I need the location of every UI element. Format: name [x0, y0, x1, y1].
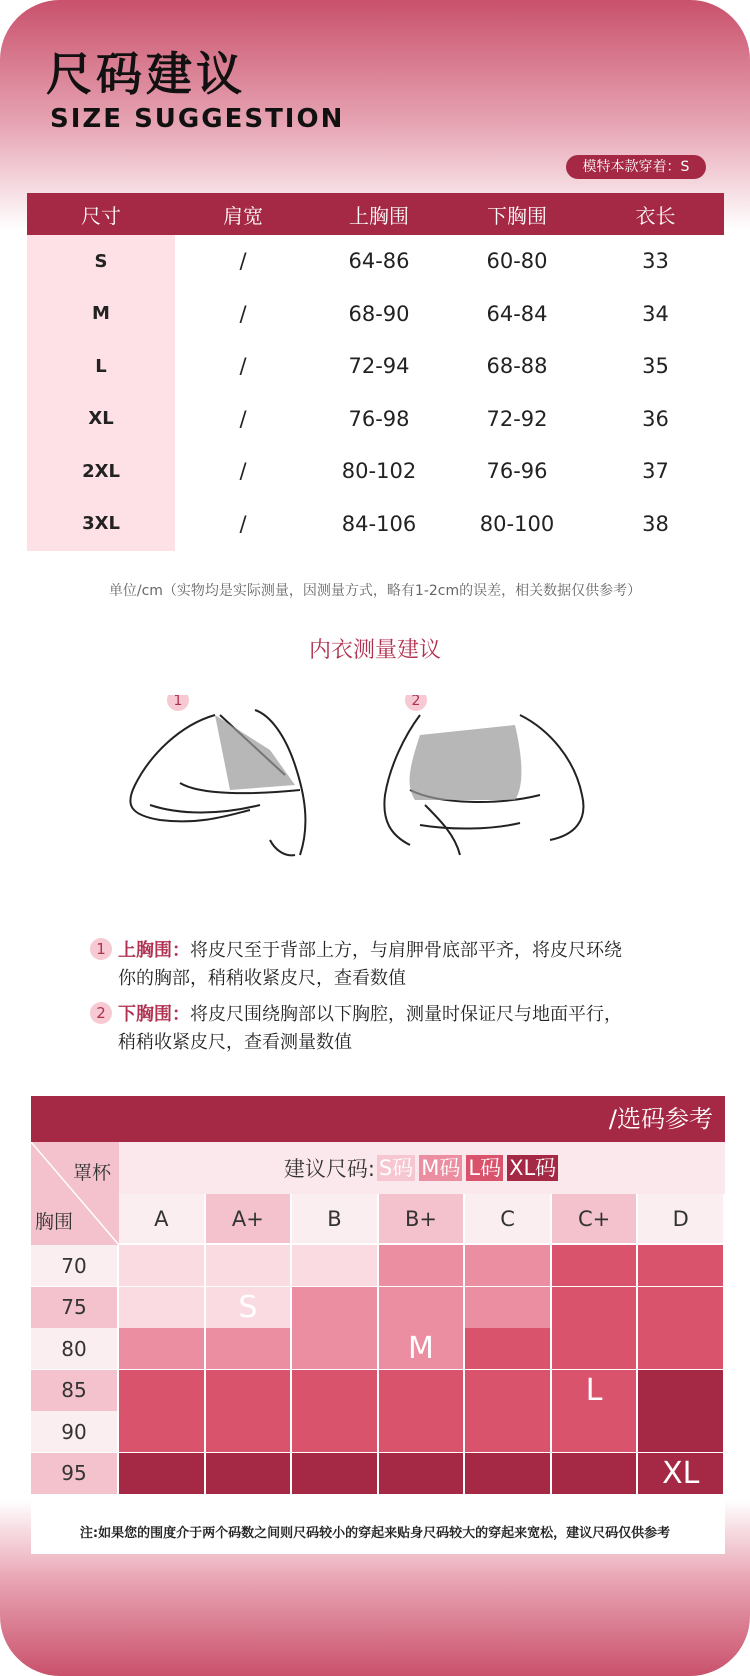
footer-note: 注:如果您的围度介于两个码数之间则尺码较小的穿起来贴身尺码较大的穿起来宽松，建议尺码仅供参考 [79, 1526, 671, 1541]
measure-title: 内衣测量建议 [308, 638, 441, 663]
cup-cell: M [379, 1328, 464, 1369]
cup-cell [638, 1370, 723, 1411]
size-table-header [27, 193, 724, 235]
cup-cell [292, 1328, 377, 1369]
column-header: 肩宽 [223, 203, 263, 228]
band-axis-label: 胸围 [35, 1211, 74, 1233]
cup-cell [206, 1411, 291, 1452]
cup-header: A [119, 1194, 204, 1243]
size-value: / [239, 459, 247, 484]
cup-cell [119, 1287, 204, 1328]
cup-header: D [638, 1194, 723, 1243]
cup-axis-label: 罩杯 [72, 1162, 111, 1184]
size-value: 60-80 [486, 249, 548, 274]
cup-cell [119, 1453, 204, 1494]
legend-chips [375, 1155, 560, 1181]
cup-cell [206, 1245, 291, 1286]
size-value: / [239, 249, 247, 274]
size-table-row [27, 498, 724, 551]
cup-cell [638, 1287, 723, 1328]
cup-cell [206, 1370, 291, 1411]
size-table-row [27, 235, 724, 288]
size-table-row [27, 288, 724, 341]
cup-corner [31, 1142, 119, 1245]
size-value: 72-94 [348, 354, 410, 379]
size-table-body [27, 235, 724, 550]
cup-header: A+ [206, 1194, 291, 1243]
cup-cell [119, 1370, 204, 1411]
band-label: 90 [31, 1411, 117, 1452]
cup-header: C [465, 1194, 550, 1243]
figure-1-bra [215, 715, 295, 790]
cup-cell [465, 1287, 550, 1328]
size-value: 76-96 [486, 459, 548, 484]
cup-cell [292, 1370, 377, 1411]
instruction-text: 稍稍收紧皮尺，查看测量数值 [118, 1032, 352, 1053]
instruction-2 [90, 1001, 622, 1057]
cup-cell [552, 1411, 637, 1452]
size-value: 76-98 [348, 406, 410, 431]
band-label: 85 [31, 1370, 117, 1411]
cup-cell: XL [638, 1453, 723, 1494]
cup-header: C+ [552, 1194, 637, 1243]
instruction-text: 将皮尺围绕胸部以下胸腔，测量时保证尺与地面平行， [190, 1004, 622, 1025]
cup-cell [552, 1287, 637, 1328]
size-value: 80-102 [341, 459, 417, 484]
band-label: 70 [31, 1245, 117, 1286]
size-value: / [239, 511, 247, 536]
size-value: 36 [642, 406, 669, 431]
legend-chip: XL码 [509, 1156, 557, 1180]
cup-size-chart [31, 1096, 725, 1554]
cup-cell [119, 1328, 204, 1369]
cup-cell [465, 1370, 550, 1411]
band-label: 95 [31, 1453, 117, 1494]
size-value: 68-88 [486, 354, 548, 379]
cup-cell [465, 1328, 550, 1369]
cup-cell [552, 1245, 637, 1286]
cup-cell [292, 1411, 377, 1452]
legend-label: 建议尺码: [283, 1157, 375, 1181]
size-label: S [94, 250, 108, 272]
cup-grid [31, 1142, 725, 1554]
size-label: L [95, 355, 107, 377]
size-value: / [239, 301, 247, 326]
size-value: 72-92 [486, 406, 548, 431]
cup-cell [292, 1453, 377, 1494]
figure-2-bra [410, 725, 522, 800]
size-value: 84-106 [341, 511, 417, 536]
size-label: 2XL [82, 460, 120, 482]
unit-note: 单位/cm（实物均是实际测量，因测量方式，略有1-2cm的误差，相关数据仅供参考） [108, 583, 642, 599]
instruction-text: 将皮尺至于背部上方，与肩胛骨底部平齐，将皮尺环绕 [190, 940, 622, 961]
step1-number: 1 [173, 695, 183, 709]
column-header: 尺寸 [81, 203, 121, 228]
cup-cell [638, 1328, 723, 1369]
instruction-label: 下胸围： [118, 1004, 190, 1025]
cup-cell [552, 1453, 637, 1494]
instruction-number: 2 [90, 1002, 112, 1024]
cup-cell [119, 1245, 204, 1286]
suggested-size-legend [119, 1142, 725, 1194]
page-subtitle: SIZE SUGGESTION [50, 104, 345, 134]
cup-cell: L [552, 1370, 637, 1411]
model-size-badge: 模特本款穿着：S [566, 155, 706, 179]
instruction-text: 你的胸部，稍稍收紧皮尺，查看数值 [118, 968, 406, 989]
cup-header: B+ [379, 1194, 464, 1243]
cup-cell [638, 1245, 723, 1286]
cup-cell [552, 1328, 637, 1369]
cup-cell [379, 1245, 464, 1286]
size-value: 68-90 [348, 301, 410, 326]
size-table-row [27, 445, 724, 498]
column-header: 下胸围 [487, 203, 547, 228]
cup-cell [379, 1287, 464, 1328]
cup-cell: S [206, 1287, 291, 1328]
size-value: 35 [642, 354, 669, 379]
size-label: XL [88, 408, 114, 430]
size-value: 64-86 [348, 249, 410, 274]
cup-cell [379, 1411, 464, 1452]
column-header: 衣长 [635, 203, 676, 228]
instruction-1 [90, 937, 622, 993]
measuring-illustration [120, 695, 640, 865]
cup-cell [638, 1411, 723, 1452]
band-label: 75 [31, 1287, 117, 1328]
instruction-number: 1 [90, 938, 112, 960]
cup-chart-header: /选码参考 [31, 1096, 725, 1142]
size-value: 37 [642, 459, 669, 484]
cup-cell [292, 1245, 377, 1286]
band-label: 80 [31, 1328, 117, 1369]
legend-chip: L码 [468, 1156, 502, 1180]
size-table-row [27, 393, 724, 446]
size-value: 34 [642, 301, 669, 326]
cup-cell [206, 1453, 291, 1494]
cup-cell [465, 1453, 550, 1494]
size-label: M [92, 303, 110, 325]
size-value: 64-84 [486, 301, 548, 326]
size-table [27, 193, 724, 550]
size-value: / [239, 354, 247, 379]
instruction-label: 上胸围： [118, 940, 190, 961]
page-title: 尺码建议 [46, 47, 246, 101]
cup-cell [379, 1370, 464, 1411]
size-value: 80-100 [479, 511, 555, 536]
cup-cell [292, 1287, 377, 1328]
cup-cell [465, 1245, 550, 1286]
legend-chip: M码 [421, 1156, 461, 1180]
size-table-row [27, 340, 724, 393]
size-label: 3XL [82, 513, 120, 535]
step2-number: 2 [411, 695, 421, 709]
cup-cell [465, 1411, 550, 1452]
cup-cell [379, 1453, 464, 1494]
cup-header: B [292, 1194, 377, 1243]
size-value: / [239, 406, 247, 431]
column-header: 上胸围 [349, 203, 409, 228]
cup-cell [119, 1411, 204, 1452]
cup-cell [206, 1328, 291, 1369]
size-value: 33 [642, 249, 669, 274]
size-value: 38 [642, 511, 669, 536]
legend-chip: S码 [378, 1156, 414, 1180]
